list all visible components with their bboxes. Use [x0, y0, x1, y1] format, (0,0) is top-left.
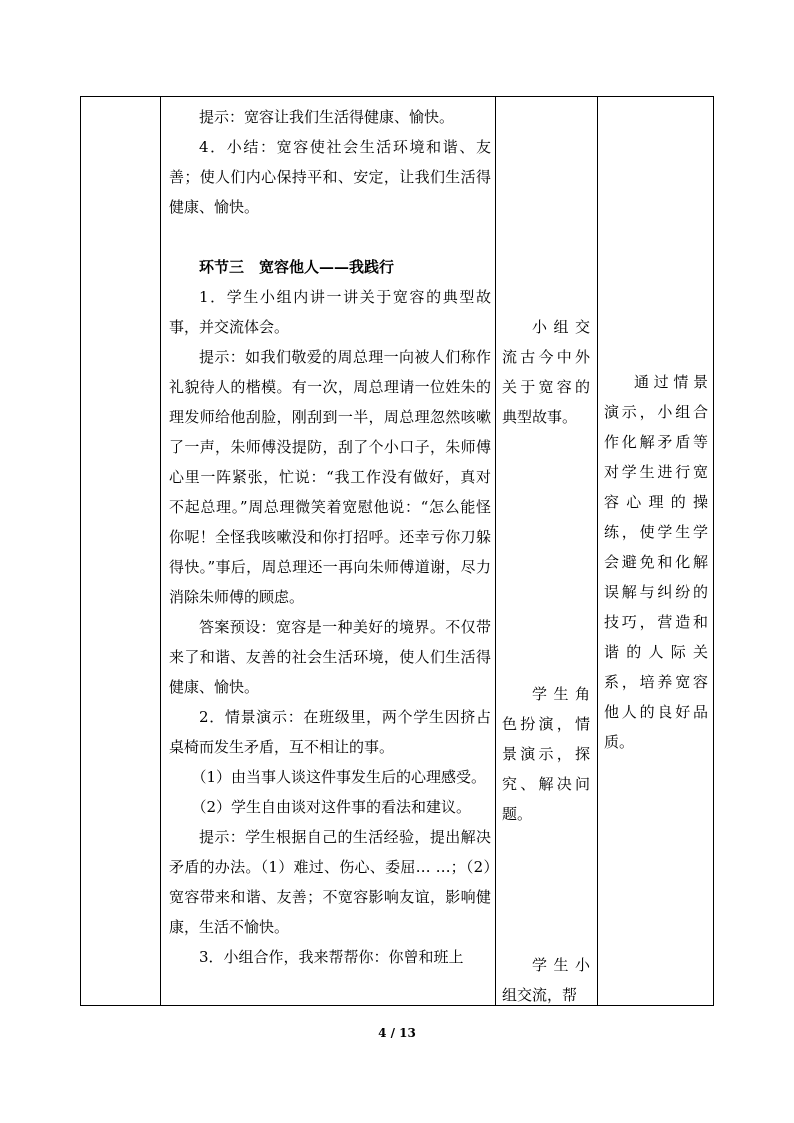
content-paragraph: 4．小结：宽容使社会生活环境和谐、友善；使人们内心保持平和、安定，让我们生活得健康、愉快。 — [169, 138, 491, 216]
column-divider — [160, 97, 161, 1005]
content-paragraph: 提示：学生根据自己的生活经验，提出解决矛盾的办法。（1）难过、伤心、委屈… …；（2）宽容带来和谐、友善；不宽容影响友谊，影响健康，生活不愉快。 — [169, 828, 491, 936]
content-paragraph: 答案预设：宽容是一种美好的境界。不仅带来了和谐、友善的社会生活环境，使人们生活得健康、愉快。 — [169, 618, 491, 696]
intent-text: 通过情景演示，小组合作化解矛盾等对学生进行宽容心理的操练，使学生学会避免和化解误解与纠纷的技巧，营造和谐的人际关系，培养宽容他人的良好品质。 — [604, 373, 708, 751]
content-paragraph: 1．学生小组内讲一讲关于宽容的典型故事，并交流体会。 — [169, 288, 491, 336]
student-activity-cell — [502, 950, 590, 1010]
content-paragraph: 3．小组合作，我来帮帮你：你曾和班上 — [199, 948, 464, 966]
page-number: 4 / 13 — [378, 1026, 416, 1040]
content-paragraph: 提示：如我们敬爱的周总理一向被人们称作礼貌待人的楷模。有一次，周总理请一位姓朱的理发师给他刮脸，刚刮到一半，周总理忽然咳嗽了一声，朱师傅没提防，刮了个小口子，朱师傅心里一阵紧张，忙说：“我工作没有做好，真对不起总理。”周总理微笑着宽慰他说：“怎么能怪你呢！全怪我咳嗽没和你打招呼。还幸亏你刀躲得快。”事后，周总理还一再向朱师傅道谢，尽力消除朱师傅的顾虑。 — [169, 348, 491, 606]
activity-text: 小组交流古今中外关于宽容的典型故事。 — [502, 318, 590, 426]
content-paragraph: （2）学生自由谈对这件事的看法和建议。 — [191, 798, 472, 816]
content-paragraph: 提示：宽容让我们生活得健康、愉快。 — [199, 108, 455, 126]
activity-text: 学生小组交流，帮 — [502, 956, 590, 1004]
activity-text: 学生角色扮演，情景演示，探究、解决问题。 — [502, 685, 590, 823]
student-activity-cell — [502, 679, 590, 829]
student-activity-cell — [502, 312, 590, 432]
content-paragraph: 2．情景演示：在班级里，两个学生因挤占桌椅而发生矛盾，互不相让的事。 — [169, 708, 491, 756]
column-divider — [597, 97, 598, 1005]
design-intent-cell — [604, 367, 708, 757]
content-paragraph: （1）由当事人谈这件事发生后的心理感受。 — [191, 768, 487, 786]
teaching-content-cell — [169, 102, 491, 972]
lesson-table — [80, 96, 714, 1006]
section-heading: 环节三 宽容他人——我践行 — [199, 258, 395, 276]
column-divider — [495, 97, 496, 1005]
